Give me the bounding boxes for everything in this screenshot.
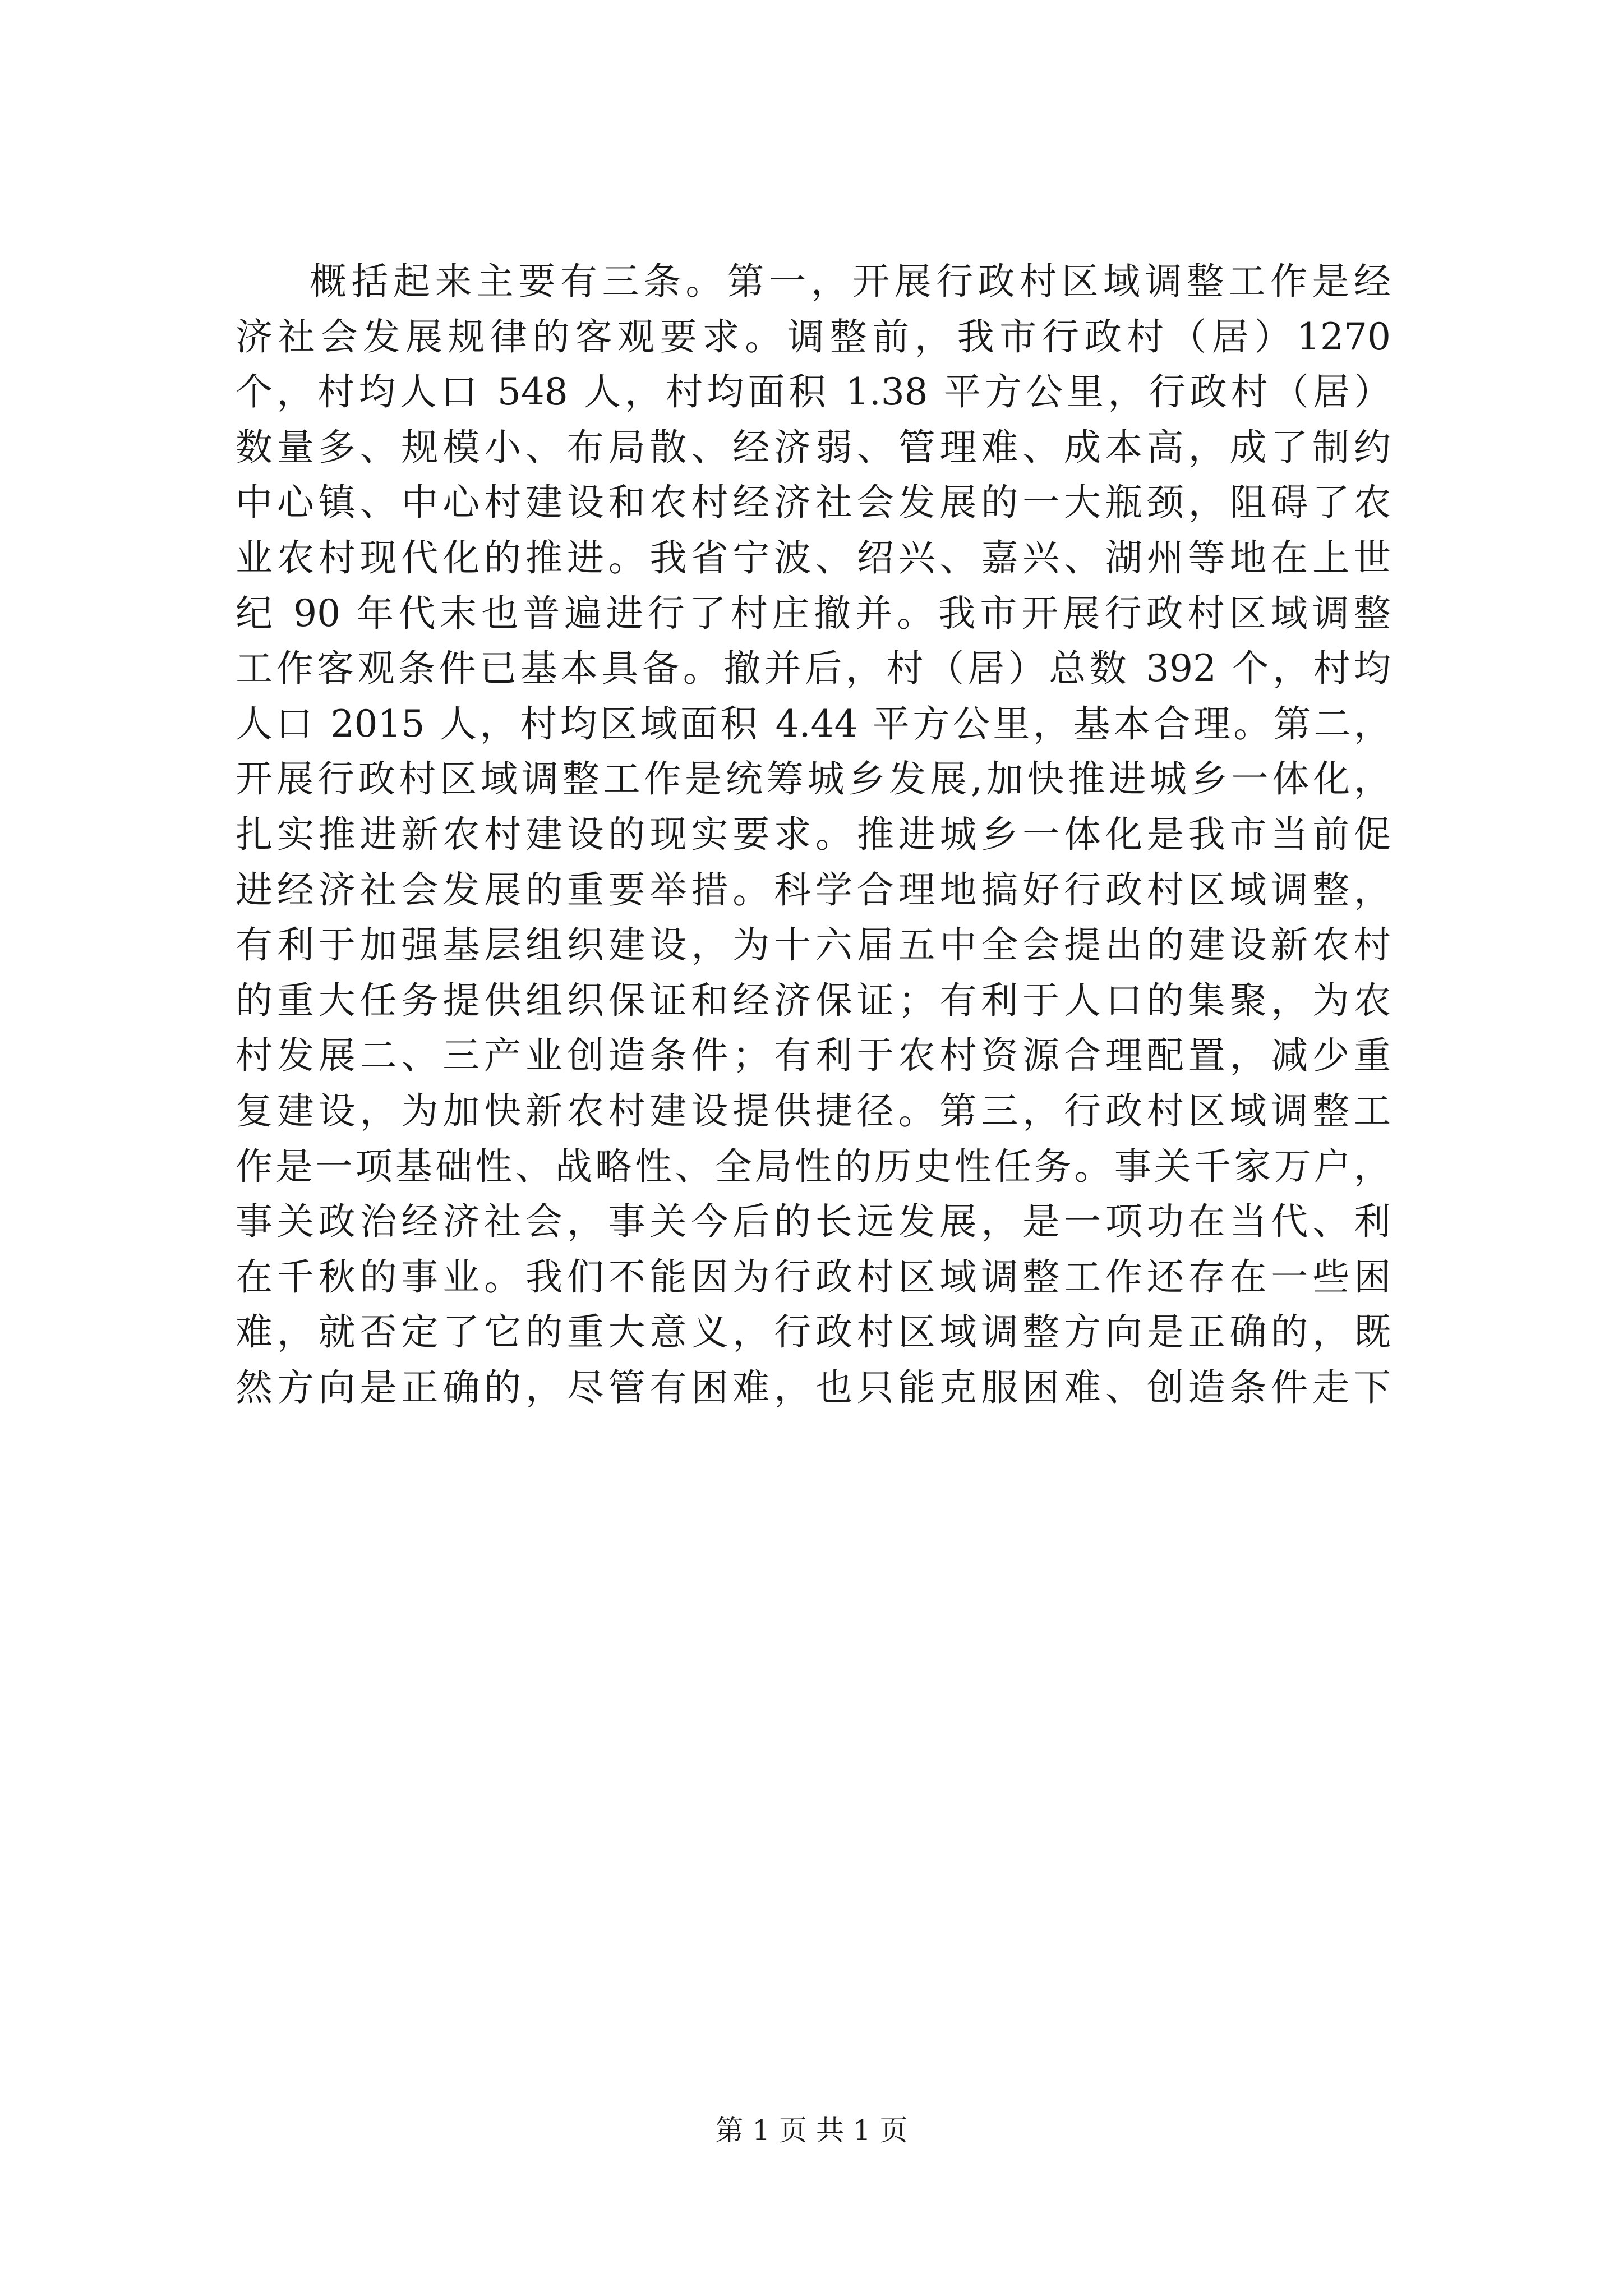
paragraph-line: 事关政治经济社会，事关今后的长远发展，是一项功在当代、利 [236, 1200, 1391, 1244]
paragraph-line: 概括起来主要有三条。第一，开展行政村区域调整工作是经 [310, 260, 1391, 303]
paragraph-line: 在千秋的事业。我们不能因为行政村区域调整工作还存在一些困 [236, 1255, 1391, 1299]
page-footer: 第 1 页 共 1 页 [715, 2114, 908, 2147]
paragraph-line: 业农村现代化的推进。我省宁波、绍兴、嘉兴、湖州等地在上世 [236, 536, 1391, 579]
paragraph-line: 的重大任务提供组织保证和经济保证；有利于人口的集聚，为农 [236, 978, 1391, 1022]
paragraph-line: 济社会发展规律的客观要求。调整前，我市行政村（居）1270 [236, 315, 1391, 358]
body-paragraph [236, 254, 1391, 1415]
paragraph-line: 难，就否定了它的重大意义，行政村区域调整方向是正确的，既 [236, 1310, 1391, 1354]
paragraph-line: 中心镇、中心村建设和农村经济社会发展的一大瓶颈，阻碍了农 [236, 481, 1391, 524]
paragraph-line: 个，村均人口 548 人，村均面积 1.38 平方公里，行政村（居） [236, 370, 1391, 414]
paragraph-line: 工作客观条件已基本具备。撤并后，村（居）总数 392 个，村均 [236, 647, 1391, 691]
paragraph-line: 然方向是正确的，尽管有困难，也只能克服困难、创造条件走下 [236, 1365, 1391, 1409]
paragraph-line: 有利于加强基层组织建设，为十六届五中全会提出的建设新农村 [236, 923, 1391, 967]
paragraph-line: 开展行政村区域调整工作是统筹城乡发展,加快推进城乡一体化， [236, 757, 1391, 801]
paragraph-line: 复建设，为加快新农村建设提供捷径。第三，行政村区域调整工 [236, 1089, 1391, 1133]
paragraph-line: 作是一项基础性、战略性、全局性的历史性任务。事关千家万户， [236, 1144, 1391, 1188]
paragraph-line: 数量多、规模小、布局散、经济弱、管理难、成本高，成了制约 [236, 425, 1391, 469]
paragraph-line: 纪 90 年代末也普遍进行了村庄撤并。我市开展行政村区域调整 [236, 591, 1391, 635]
paragraph-line: 扎实推进新农村建设的现实要求。推进城乡一体化是我市当前促 [236, 812, 1391, 856]
paragraph-line: 村发展二、三产业创造条件；有利于农村资源合理配置，减少重 [236, 1034, 1391, 1078]
paragraph-line: 人口 2015 人，村均区域面积 4.44 平方公里，基本合理。第二， [236, 702, 1391, 746]
paragraph-line: 进经济社会发展的重要举措。科学合理地搞好行政村区域调整， [236, 868, 1391, 912]
